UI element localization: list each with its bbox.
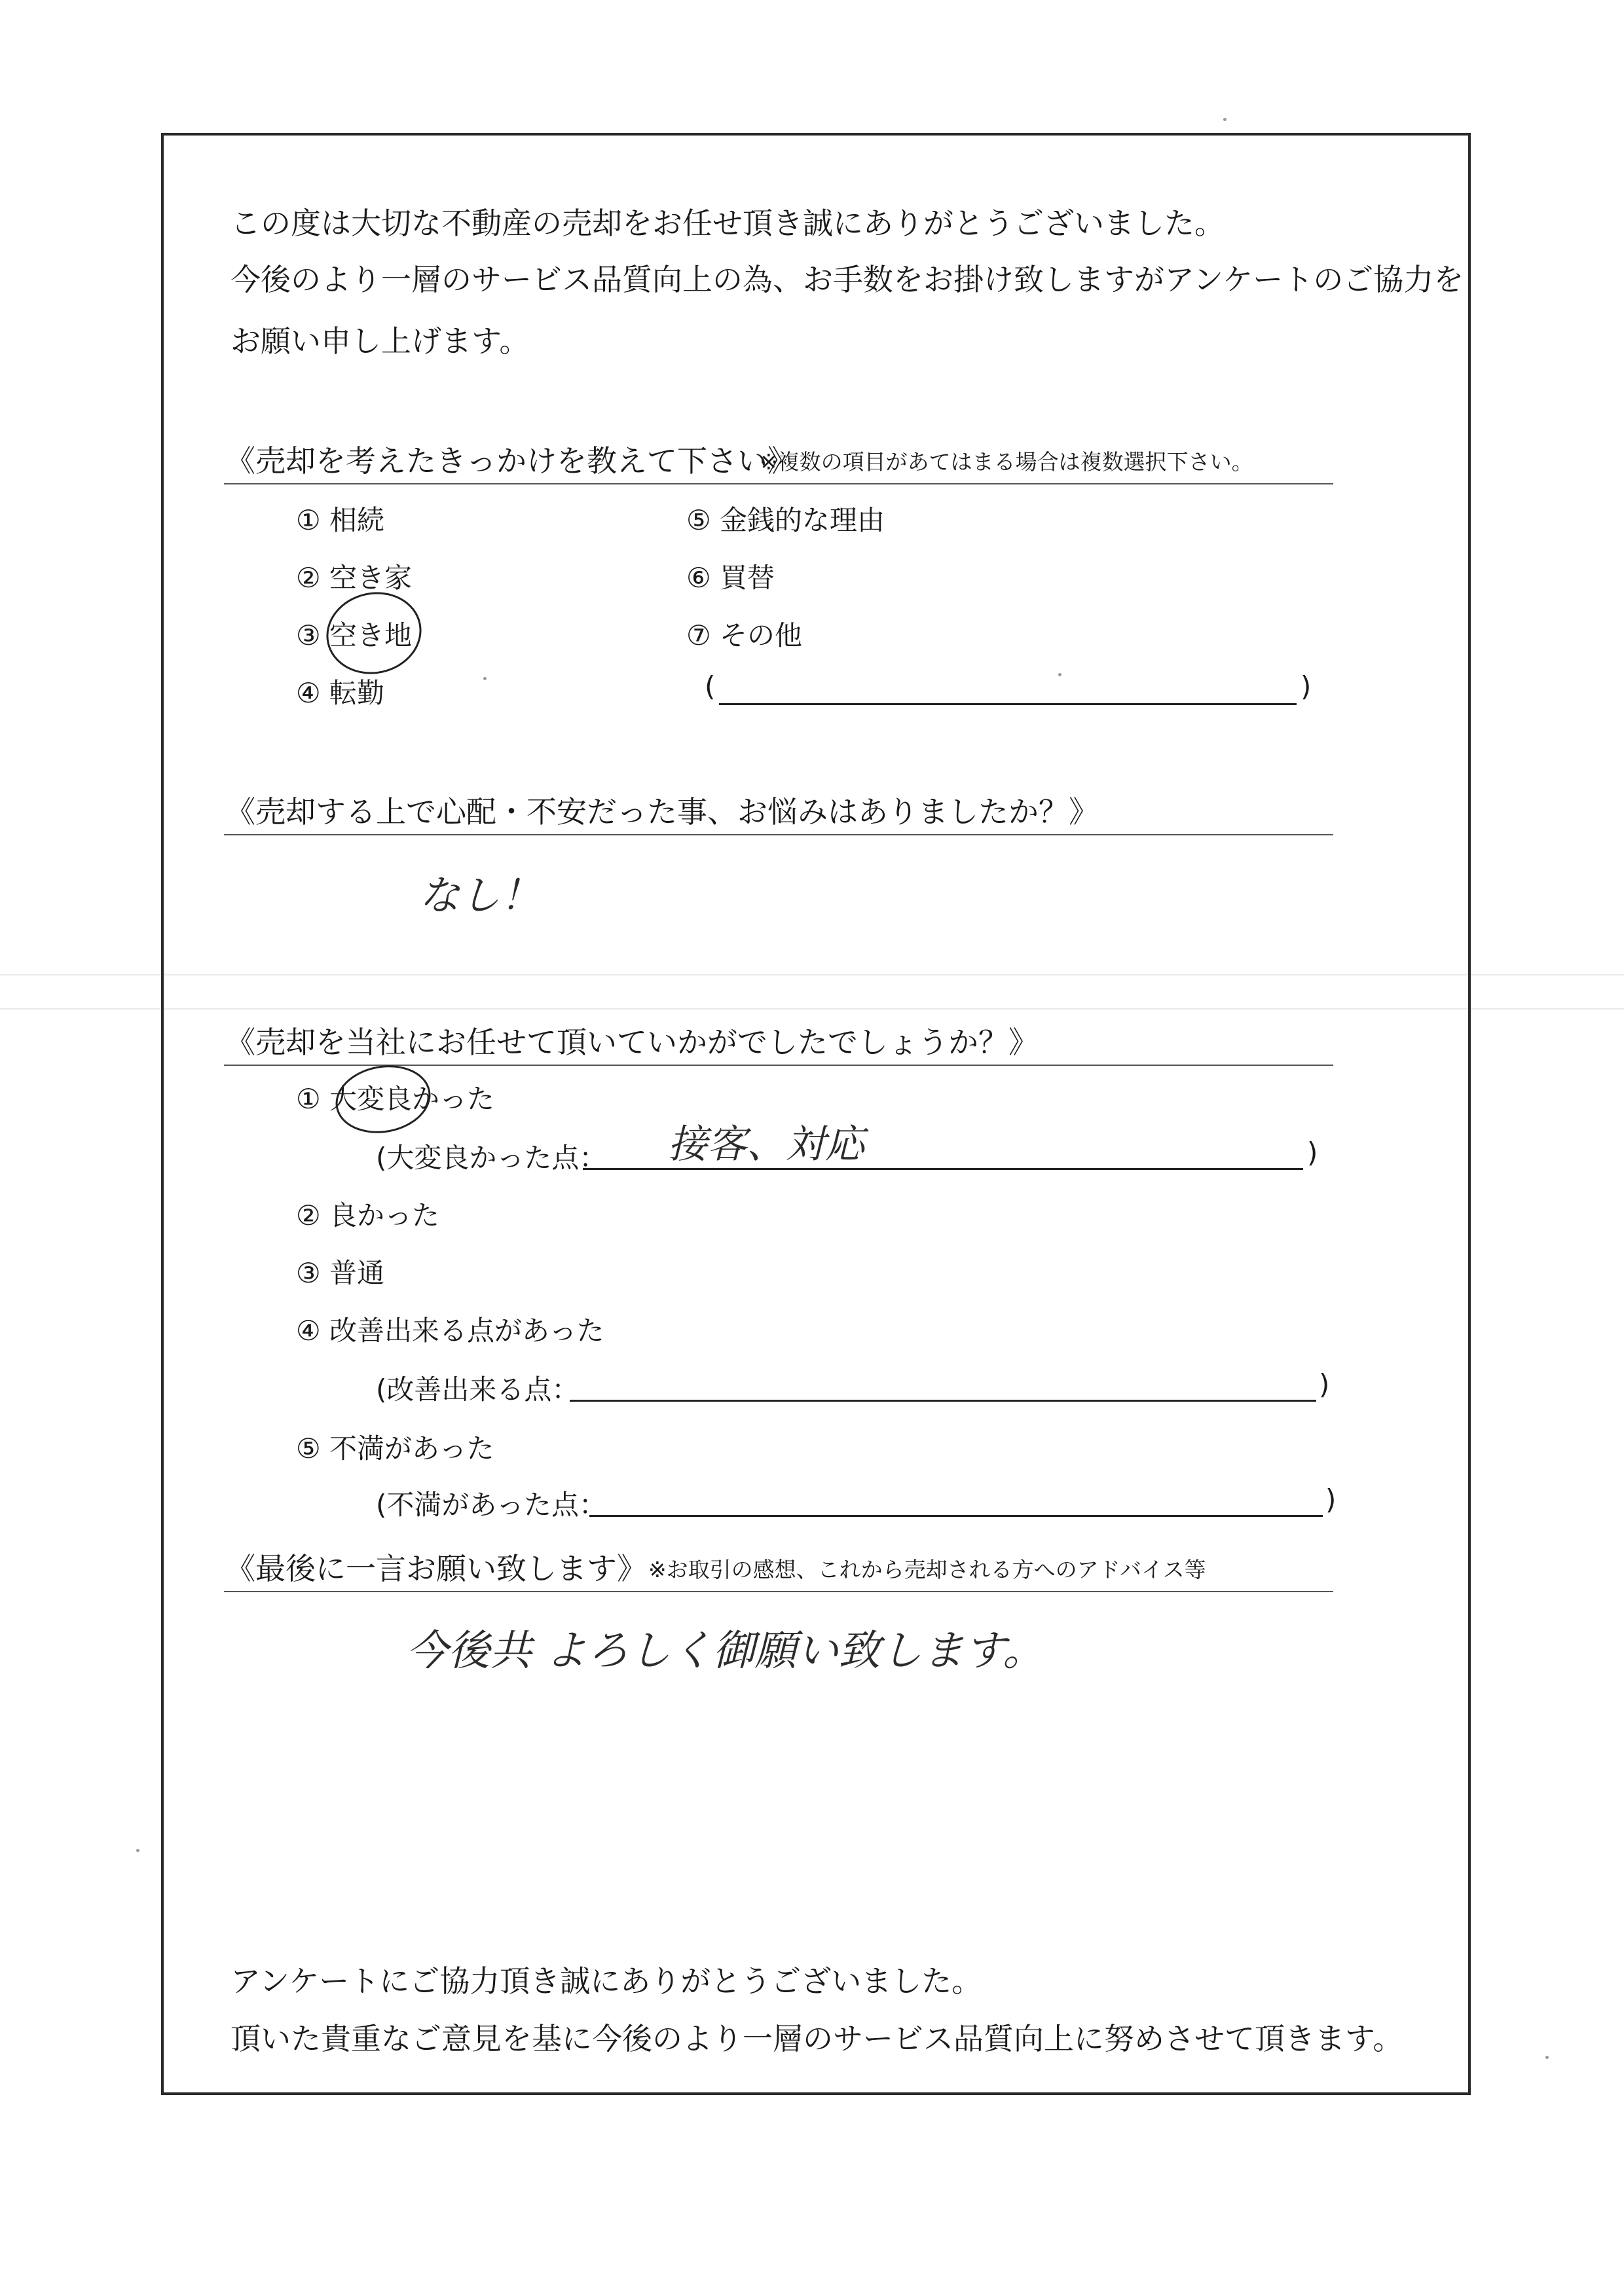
q3-option-5-detail-field[interactable] <box>589 1515 1323 1517</box>
q1-option-1[interactable]: ① 相続 <box>296 504 385 536</box>
q1-rule <box>224 483 1333 484</box>
q2-handwritten-answer: なし！ <box>419 871 542 919</box>
q1-option-2[interactable]: ② 空き家 <box>296 562 413 594</box>
q3-option-1-close-paren: ) <box>1307 1137 1318 1169</box>
scan-speck <box>483 677 487 680</box>
q1-other-field[interactable] <box>719 703 1297 705</box>
q3-option-5[interactable]: ⑤ 不満があった <box>296 1432 494 1465</box>
q1-option-3[interactable]: ③ 空き地 <box>296 619 413 651</box>
intro-line-3: お願い申し上げます。 <box>231 323 530 359</box>
q2-title: 《売却する上で心配・不安だった事、お悩みはありましたか？》 <box>225 794 1099 829</box>
scan-speck <box>1223 118 1227 121</box>
scan-speck <box>1058 673 1061 676</box>
scan-speck <box>136 1849 139 1852</box>
q1-other-close-paren: ) <box>1301 670 1312 702</box>
q1-title: 《売却を考えたきっかけを教えて下さい》 <box>225 443 798 479</box>
q1-note: ※複数の項目があてはまる場合は複数選択下さい。 <box>760 449 1253 475</box>
q3-option-5-close-paren: ) <box>1325 1484 1337 1516</box>
thanks-line-2: 頂いた貴重なご意見を基に今後のより一層のサービス品質向上に努めさせて頂きます。 <box>231 2021 1403 2056</box>
q3-option-2[interactable]: ② 良かった <box>296 1199 440 1231</box>
q3-option-4[interactable]: ④ 改善出来る点があった <box>296 1315 604 1347</box>
q1-other-open-paren: ( <box>705 670 716 702</box>
q3-option-4-close-paren: ) <box>1319 1368 1330 1400</box>
q3-option-4-detail-field[interactable] <box>570 1400 1316 1402</box>
thanks-line-1: アンケートにご協力頂き誠にありがとうございました。 <box>231 1963 982 1999</box>
q1-option-6[interactable]: ⑥ 買替 <box>686 562 775 594</box>
q3-option-1-detail-label: (大変良かった点： <box>376 1142 607 1174</box>
q3-title: 《売却を当社にお任せて頂いていかがでしたでしょうか？》 <box>225 1025 1039 1060</box>
q1-option-5[interactable]: ⑤ 金銭的な理由 <box>686 504 885 536</box>
q3-option-1-handwritten-answer: 接客、対応 <box>668 1121 864 1167</box>
q1-option-4[interactable]: ④ 転勤 <box>296 677 385 709</box>
q3-option-3[interactable]: ③ 普通 <box>296 1257 385 1289</box>
q4-title: 《最後に一言お願い致します》 <box>225 1551 647 1586</box>
intro-line-2: 今後のより一層のサービス品質向上の為、お手数をお掛け致しますがアンケートのご協力を <box>231 262 1464 297</box>
q1-option-7[interactable]: ⑦ その他 <box>686 619 803 651</box>
intro-line-1: この度は大切な不動産の売却をお任せ頂き誠にありがとうございました。 <box>231 206 1225 241</box>
q3-option-1[interactable]: ① 大変良かった <box>296 1083 495 1115</box>
q2-rule <box>224 834 1333 835</box>
scan-speck <box>1545 2056 1549 2059</box>
q4-note: ※お取引の感想、これから売却される方へのアドバイス等 <box>648 1557 1206 1582</box>
q3-option-5-detail-label: (不満があった点： <box>376 1489 606 1521</box>
q3-option-4-detail-label: (改善出来る点： <box>376 1374 580 1406</box>
q4-rule <box>224 1591 1333 1592</box>
q4-handwritten-answer: 今後共 よろしく御願い致します。 <box>406 1627 1045 1675</box>
